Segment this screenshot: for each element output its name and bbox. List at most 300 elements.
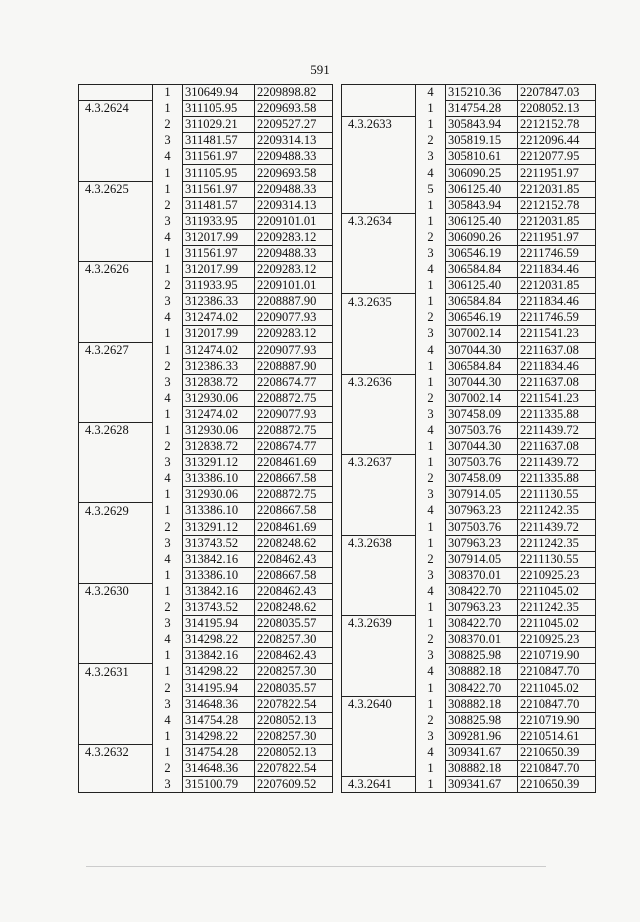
- point-number-cell: 3: [153, 455, 183, 471]
- y-coordinate-cell: 2211130.55: [518, 551, 596, 567]
- parcel-id-cell: [79, 245, 153, 261]
- parcel-id-cell: [79, 374, 153, 390]
- table-row: [79, 117, 333, 133]
- y-coordinate-cell: 2211045.02: [518, 583, 596, 599]
- parcel-id-cell: [342, 245, 416, 261]
- parcel-id-cell: 4.3.2634: [342, 213, 416, 229]
- x-coordinate-cell: 307963.23: [446, 503, 518, 519]
- table-row: [79, 213, 333, 229]
- parcel-id-cell: [79, 117, 153, 133]
- point-number-cell: 1: [153, 744, 183, 760]
- table-row: [79, 487, 333, 503]
- x-coordinate-cell: 311561.97: [183, 245, 255, 261]
- point-number-cell: 4: [153, 310, 183, 326]
- parcel-id-cell: [342, 197, 416, 213]
- x-coordinate-cell: 309341.67: [446, 744, 518, 760]
- table-row: [342, 680, 596, 696]
- x-coordinate-cell: 308422.70: [446, 680, 518, 696]
- table-row: [79, 503, 333, 519]
- table-row: [79, 616, 333, 632]
- table-row: [342, 503, 596, 519]
- x-coordinate-cell: 308370.01: [446, 632, 518, 648]
- y-coordinate-cell: 2208667.58: [255, 471, 333, 487]
- x-coordinate-cell: 307503.76: [446, 422, 518, 438]
- y-coordinate-cell: 2211130.55: [518, 487, 596, 503]
- parcel-id-cell: 4.3.2633: [342, 117, 416, 133]
- parcel-id-cell: [79, 197, 153, 213]
- point-number-cell: 4: [153, 551, 183, 567]
- x-coordinate-cell: 311933.95: [183, 278, 255, 294]
- point-number-cell: 3: [416, 245, 446, 261]
- x-coordinate-cell: 307503.76: [446, 519, 518, 535]
- point-number-cell: 4: [153, 712, 183, 728]
- x-coordinate-cell: 314754.28: [183, 712, 255, 728]
- y-coordinate-cell: 2211242.35: [518, 535, 596, 551]
- point-number-cell: 4: [153, 149, 183, 165]
- point-number-cell: 1: [153, 728, 183, 744]
- table-row: [342, 744, 596, 760]
- x-coordinate-cell: 312017.99: [183, 262, 255, 278]
- parcel-id-cell: [342, 551, 416, 567]
- x-coordinate-cell: 307914.05: [446, 551, 518, 567]
- y-coordinate-cell: 2212152.78: [518, 197, 596, 213]
- x-coordinate-cell: 305843.94: [446, 117, 518, 133]
- parcel-id-cell: [342, 390, 416, 406]
- y-coordinate-cell: 2208257.30: [255, 632, 333, 648]
- y-coordinate-cell: 2211951.97: [518, 229, 596, 245]
- point-number-cell: 4: [416, 744, 446, 760]
- point-number-cell: 1: [416, 535, 446, 551]
- table-row: [342, 181, 596, 197]
- table-row: [342, 245, 596, 261]
- x-coordinate-cell: 313291.12: [183, 519, 255, 535]
- parcel-id-cell: [79, 455, 153, 471]
- y-coordinate-cell: 2208052.13: [255, 744, 333, 760]
- table-row: [342, 760, 596, 776]
- table-row: [342, 567, 596, 583]
- parcel-id-cell: [342, 326, 416, 342]
- x-coordinate-cell: 307458.09: [446, 406, 518, 422]
- x-coordinate-cell: 313842.16: [183, 583, 255, 599]
- y-coordinate-cell: 2211746.59: [518, 245, 596, 261]
- point-number-cell: 1: [416, 777, 446, 793]
- table-row: [342, 551, 596, 567]
- parcel-id-cell: [79, 471, 153, 487]
- parcel-id-cell: [79, 632, 153, 648]
- point-number-cell: 3: [416, 149, 446, 165]
- y-coordinate-cell: 2210514.61: [518, 728, 596, 744]
- table-row: [342, 487, 596, 503]
- y-coordinate-cell: 2211834.46: [518, 262, 596, 278]
- table-row: [342, 777, 596, 793]
- point-number-cell: 4: [416, 422, 446, 438]
- y-coordinate-cell: 2208674.77: [255, 374, 333, 390]
- table-row: [79, 632, 333, 648]
- table-row: [342, 229, 596, 245]
- x-coordinate-cell: 315100.79: [183, 777, 255, 793]
- parcel-id-cell: [342, 406, 416, 422]
- table-row: [342, 117, 596, 133]
- point-number-cell: 4: [153, 632, 183, 648]
- table-row: [79, 777, 333, 793]
- y-coordinate-cell: 2208872.75: [255, 422, 333, 438]
- y-coordinate-cell: 2211951.97: [518, 165, 596, 181]
- x-coordinate-cell: 308422.70: [446, 583, 518, 599]
- x-coordinate-cell: 312017.99: [183, 229, 255, 245]
- y-coordinate-cell: 2212096.44: [518, 133, 596, 149]
- parcel-id-cell: [79, 487, 153, 503]
- table-row: [342, 310, 596, 326]
- parcel-id-cell: [79, 519, 153, 535]
- parcel-id-cell: [79, 696, 153, 712]
- point-number-cell: 2: [153, 278, 183, 294]
- parcel-id-cell: [79, 85, 153, 101]
- parcel-id-cell: [342, 728, 416, 744]
- point-number-cell: 2: [153, 439, 183, 455]
- x-coordinate-cell: 314195.94: [183, 680, 255, 696]
- y-coordinate-cell: 2210650.39: [518, 744, 596, 760]
- point-number-cell: 3: [153, 374, 183, 390]
- x-coordinate-cell: 307002.14: [446, 390, 518, 406]
- parcel-id-cell: 4.3.2641: [342, 777, 416, 793]
- parcel-id-cell: [342, 101, 416, 117]
- table-row: [342, 535, 596, 551]
- x-coordinate-cell: 308882.18: [446, 664, 518, 680]
- table-row: [79, 278, 333, 294]
- table-row: [79, 422, 333, 438]
- parcel-id-cell: 4.3.2630: [79, 583, 153, 599]
- point-number-cell: 4: [416, 262, 446, 278]
- point-number-cell: 1: [416, 294, 446, 310]
- x-coordinate-cell: 305819.15: [446, 133, 518, 149]
- parcel-id-cell: [79, 760, 153, 776]
- parcel-id-cell: 4.3.2636: [342, 374, 416, 390]
- table-row: [342, 133, 596, 149]
- x-coordinate-cell: 314298.22: [183, 632, 255, 648]
- parcel-id-cell: [342, 439, 416, 455]
- y-coordinate-cell: 2208872.75: [255, 487, 333, 503]
- parcel-id-cell: [79, 680, 153, 696]
- table-row: [342, 648, 596, 664]
- parcel-id-cell: [342, 278, 416, 294]
- table-row: [79, 149, 333, 165]
- x-coordinate-cell: 307503.76: [446, 455, 518, 471]
- table-row: [342, 439, 596, 455]
- point-number-cell: 2: [153, 519, 183, 535]
- point-number-cell: 1: [153, 181, 183, 197]
- table-row: [342, 213, 596, 229]
- parcel-id-cell: [342, 583, 416, 599]
- parcel-id-cell: 4.3.2624: [79, 101, 153, 117]
- y-coordinate-cell: 2209314.13: [255, 197, 333, 213]
- parcel-id-cell: 4.3.2629: [79, 503, 153, 519]
- x-coordinate-cell: 311481.57: [183, 133, 255, 149]
- x-coordinate-cell: 308882.18: [446, 760, 518, 776]
- y-coordinate-cell: 2211637.08: [518, 342, 596, 358]
- parcel-id-cell: [79, 648, 153, 664]
- point-number-cell: 2: [153, 117, 183, 133]
- x-coordinate-cell: 311561.97: [183, 181, 255, 197]
- x-coordinate-cell: 312930.06: [183, 487, 255, 503]
- table-row: [79, 455, 333, 471]
- y-coordinate-cell: 2208052.13: [255, 712, 333, 728]
- table-row: [342, 101, 596, 117]
- y-coordinate-cell: 2209283.12: [255, 229, 333, 245]
- y-coordinate-cell: 2211045.02: [518, 616, 596, 632]
- x-coordinate-cell: 308370.01: [446, 567, 518, 583]
- parcel-id-cell: [79, 439, 153, 455]
- point-number-cell: 2: [416, 229, 446, 245]
- y-coordinate-cell: 2212031.85: [518, 278, 596, 294]
- y-coordinate-cell: 2208257.30: [255, 664, 333, 680]
- y-coordinate-cell: 2210719.90: [518, 712, 596, 728]
- y-coordinate-cell: 2212031.85: [518, 213, 596, 229]
- point-number-cell: 2: [153, 600, 183, 616]
- parcel-id-cell: [342, 600, 416, 616]
- point-number-cell: 1: [153, 406, 183, 422]
- x-coordinate-cell: 312474.02: [183, 406, 255, 422]
- table-row: [342, 696, 596, 712]
- parcel-id-cell: [342, 342, 416, 358]
- y-coordinate-cell: 2211242.35: [518, 600, 596, 616]
- parcel-id-cell: [79, 229, 153, 245]
- point-number-cell: 1: [153, 262, 183, 278]
- table-row: [342, 616, 596, 632]
- x-coordinate-cell: 312474.02: [183, 342, 255, 358]
- table-row: [342, 422, 596, 438]
- point-number-cell: 1: [416, 519, 446, 535]
- x-coordinate-cell: 313743.52: [183, 535, 255, 551]
- x-coordinate-cell: 307963.23: [446, 535, 518, 551]
- y-coordinate-cell: 2208461.69: [255, 455, 333, 471]
- parcel-id-cell: [79, 165, 153, 181]
- page-number: 591: [310, 62, 330, 77]
- x-coordinate-cell: 307044.30: [446, 374, 518, 390]
- y-coordinate-cell: 2207822.54: [255, 696, 333, 712]
- y-coordinate-cell: 2211637.08: [518, 439, 596, 455]
- y-coordinate-cell: 2212031.85: [518, 181, 596, 197]
- parcel-id-cell: [342, 358, 416, 374]
- y-coordinate-cell: 2209283.12: [255, 262, 333, 278]
- parcel-id-cell: [342, 262, 416, 278]
- parcel-id-cell: [79, 728, 153, 744]
- y-coordinate-cell: 2209101.01: [255, 213, 333, 229]
- point-number-cell: 4: [153, 471, 183, 487]
- x-coordinate-cell: 312838.72: [183, 439, 255, 455]
- table-row: [342, 583, 596, 599]
- point-number-cell: 3: [416, 567, 446, 583]
- parcel-id-cell: [79, 133, 153, 149]
- point-number-cell: 2: [153, 358, 183, 374]
- page-bottom-rule: [86, 866, 546, 867]
- table-row: [79, 101, 333, 117]
- point-number-cell: 1: [416, 616, 446, 632]
- y-coordinate-cell: 2208052.13: [518, 101, 596, 117]
- point-number-cell: 1: [416, 760, 446, 776]
- point-number-cell: 3: [153, 294, 183, 310]
- y-coordinate-cell: 2208257.30: [255, 728, 333, 744]
- point-number-cell: 1: [416, 600, 446, 616]
- parcel-id-cell: [79, 551, 153, 567]
- table-row: [79, 358, 333, 374]
- point-number-cell: 4: [416, 503, 446, 519]
- parcel-id-cell: [342, 229, 416, 245]
- parcel-id-cell: [342, 664, 416, 680]
- point-number-cell: 1: [153, 326, 183, 342]
- point-number-cell: 3: [153, 535, 183, 551]
- parcel-id-cell: 4.3.2635: [342, 294, 416, 310]
- point-number-cell: 1: [416, 455, 446, 471]
- x-coordinate-cell: 314648.36: [183, 696, 255, 712]
- parcel-id-cell: 4.3.2627: [79, 342, 153, 358]
- table-row: [79, 85, 333, 101]
- table-row: [79, 439, 333, 455]
- parcel-id-cell: [79, 294, 153, 310]
- table-row: [79, 551, 333, 567]
- x-coordinate-cell: 306125.40: [446, 181, 518, 197]
- table-row: [79, 744, 333, 760]
- y-coordinate-cell: 2209488.33: [255, 245, 333, 261]
- y-coordinate-cell: 2209693.58: [255, 101, 333, 117]
- y-coordinate-cell: 2211242.35: [518, 503, 596, 519]
- y-coordinate-cell: 2208667.58: [255, 503, 333, 519]
- parcel-id-cell: 4.3.2631: [79, 664, 153, 680]
- parcel-id-cell: 4.3.2632: [79, 744, 153, 760]
- y-coordinate-cell: 2207847.03: [518, 85, 596, 101]
- x-coordinate-cell: 313386.10: [183, 471, 255, 487]
- parcel-id-cell: 4.3.2640: [342, 696, 416, 712]
- x-coordinate-cell: 306546.19: [446, 245, 518, 261]
- point-number-cell: 3: [416, 406, 446, 422]
- parcel-id-cell: [79, 567, 153, 583]
- x-coordinate-cell: 306090.26: [446, 229, 518, 245]
- table-row: [79, 374, 333, 390]
- point-number-cell: 3: [153, 133, 183, 149]
- point-number-cell: 3: [153, 616, 183, 632]
- parcel-id-cell: [342, 487, 416, 503]
- table-row: [79, 390, 333, 406]
- point-number-cell: 2: [416, 551, 446, 567]
- table-row: [79, 519, 333, 535]
- y-coordinate-cell: 2211746.59: [518, 310, 596, 326]
- y-coordinate-cell: 2207609.52: [255, 777, 333, 793]
- point-number-cell: 4: [416, 664, 446, 680]
- y-coordinate-cell: 2211834.46: [518, 358, 596, 374]
- y-coordinate-cell: 2208462.43: [255, 551, 333, 567]
- x-coordinate-cell: 306584.84: [446, 294, 518, 310]
- point-number-cell: 1: [416, 696, 446, 712]
- x-coordinate-cell: 306546.19: [446, 310, 518, 326]
- table-row: [79, 583, 333, 599]
- table-row: [79, 133, 333, 149]
- y-coordinate-cell: 2211541.23: [518, 326, 596, 342]
- y-coordinate-cell: 2209101.01: [255, 278, 333, 294]
- table-row: [79, 535, 333, 551]
- x-coordinate-cell: 309341.67: [446, 777, 518, 793]
- table-row: [342, 455, 596, 471]
- point-number-cell: 2: [416, 712, 446, 728]
- parcel-id-cell: [79, 278, 153, 294]
- y-coordinate-cell: 2209488.33: [255, 149, 333, 165]
- point-number-cell: 1: [153, 567, 183, 583]
- table-row: [79, 680, 333, 696]
- parcel-id-cell: [79, 600, 153, 616]
- y-coordinate-cell: 2209283.12: [255, 326, 333, 342]
- x-coordinate-cell: 311029.21: [183, 117, 255, 133]
- y-coordinate-cell: 2209314.13: [255, 133, 333, 149]
- x-coordinate-cell: 312930.06: [183, 422, 255, 438]
- point-number-cell: 1: [416, 680, 446, 696]
- point-number-cell: 3: [416, 326, 446, 342]
- x-coordinate-cell: 311105.95: [183, 165, 255, 181]
- parcel-id-cell: [342, 310, 416, 326]
- y-coordinate-cell: 2208248.62: [255, 535, 333, 551]
- point-number-cell: 2: [416, 310, 446, 326]
- point-number-cell: 5: [416, 181, 446, 197]
- table-row: [79, 310, 333, 326]
- x-coordinate-cell: 305810.61: [446, 149, 518, 165]
- point-number-cell: 1: [153, 342, 183, 358]
- point-number-cell: 4: [153, 229, 183, 245]
- y-coordinate-cell: 2209077.93: [255, 406, 333, 422]
- parcel-id-cell: [342, 632, 416, 648]
- x-coordinate-cell: 312930.06: [183, 390, 255, 406]
- parcel-id-cell: [342, 519, 416, 535]
- point-number-cell: 2: [153, 680, 183, 696]
- parcel-id-cell: [342, 744, 416, 760]
- table-row: [79, 294, 333, 310]
- point-number-cell: 1: [153, 85, 183, 101]
- y-coordinate-cell: 2208674.77: [255, 439, 333, 455]
- point-number-cell: 1: [153, 664, 183, 680]
- x-coordinate-cell: 314648.36: [183, 760, 255, 776]
- parcel-id-cell: [79, 712, 153, 728]
- point-number-cell: 4: [416, 85, 446, 101]
- table-row: [342, 342, 596, 358]
- x-coordinate-cell: 308882.18: [446, 696, 518, 712]
- parcel-id-cell: [79, 777, 153, 793]
- table-row: [79, 471, 333, 487]
- table-row: [79, 229, 333, 245]
- y-coordinate-cell: 2208462.43: [255, 648, 333, 664]
- y-coordinate-cell: 2209077.93: [255, 342, 333, 358]
- y-coordinate-cell: 2211637.08: [518, 374, 596, 390]
- point-number-cell: 2: [153, 760, 183, 776]
- table-row: [342, 390, 596, 406]
- point-number-cell: 1: [153, 101, 183, 117]
- x-coordinate-cell: 313291.12: [183, 455, 255, 471]
- table-row: [79, 567, 333, 583]
- point-number-cell: 1: [416, 374, 446, 390]
- x-coordinate-cell: 309281.96: [446, 728, 518, 744]
- parcel-id-cell: [79, 149, 153, 165]
- x-coordinate-cell: 310649.94: [183, 85, 255, 101]
- y-coordinate-cell: 2211045.02: [518, 680, 596, 696]
- x-coordinate-cell: 312838.72: [183, 374, 255, 390]
- parcel-id-cell: 4.3.2638: [342, 535, 416, 551]
- parcel-id-cell: 4.3.2626: [79, 262, 153, 278]
- table-row: [342, 262, 596, 278]
- x-coordinate-cell: 308422.70: [446, 616, 518, 632]
- x-coordinate-cell: 311105.95: [183, 101, 255, 117]
- x-coordinate-cell: 313842.16: [183, 551, 255, 567]
- parcel-id-cell: [79, 358, 153, 374]
- y-coordinate-cell: 2212152.78: [518, 117, 596, 133]
- y-coordinate-cell: 2209527.27: [255, 117, 333, 133]
- point-number-cell: 3: [416, 487, 446, 503]
- table-row: [79, 648, 333, 664]
- y-coordinate-cell: 2212077.95: [518, 149, 596, 165]
